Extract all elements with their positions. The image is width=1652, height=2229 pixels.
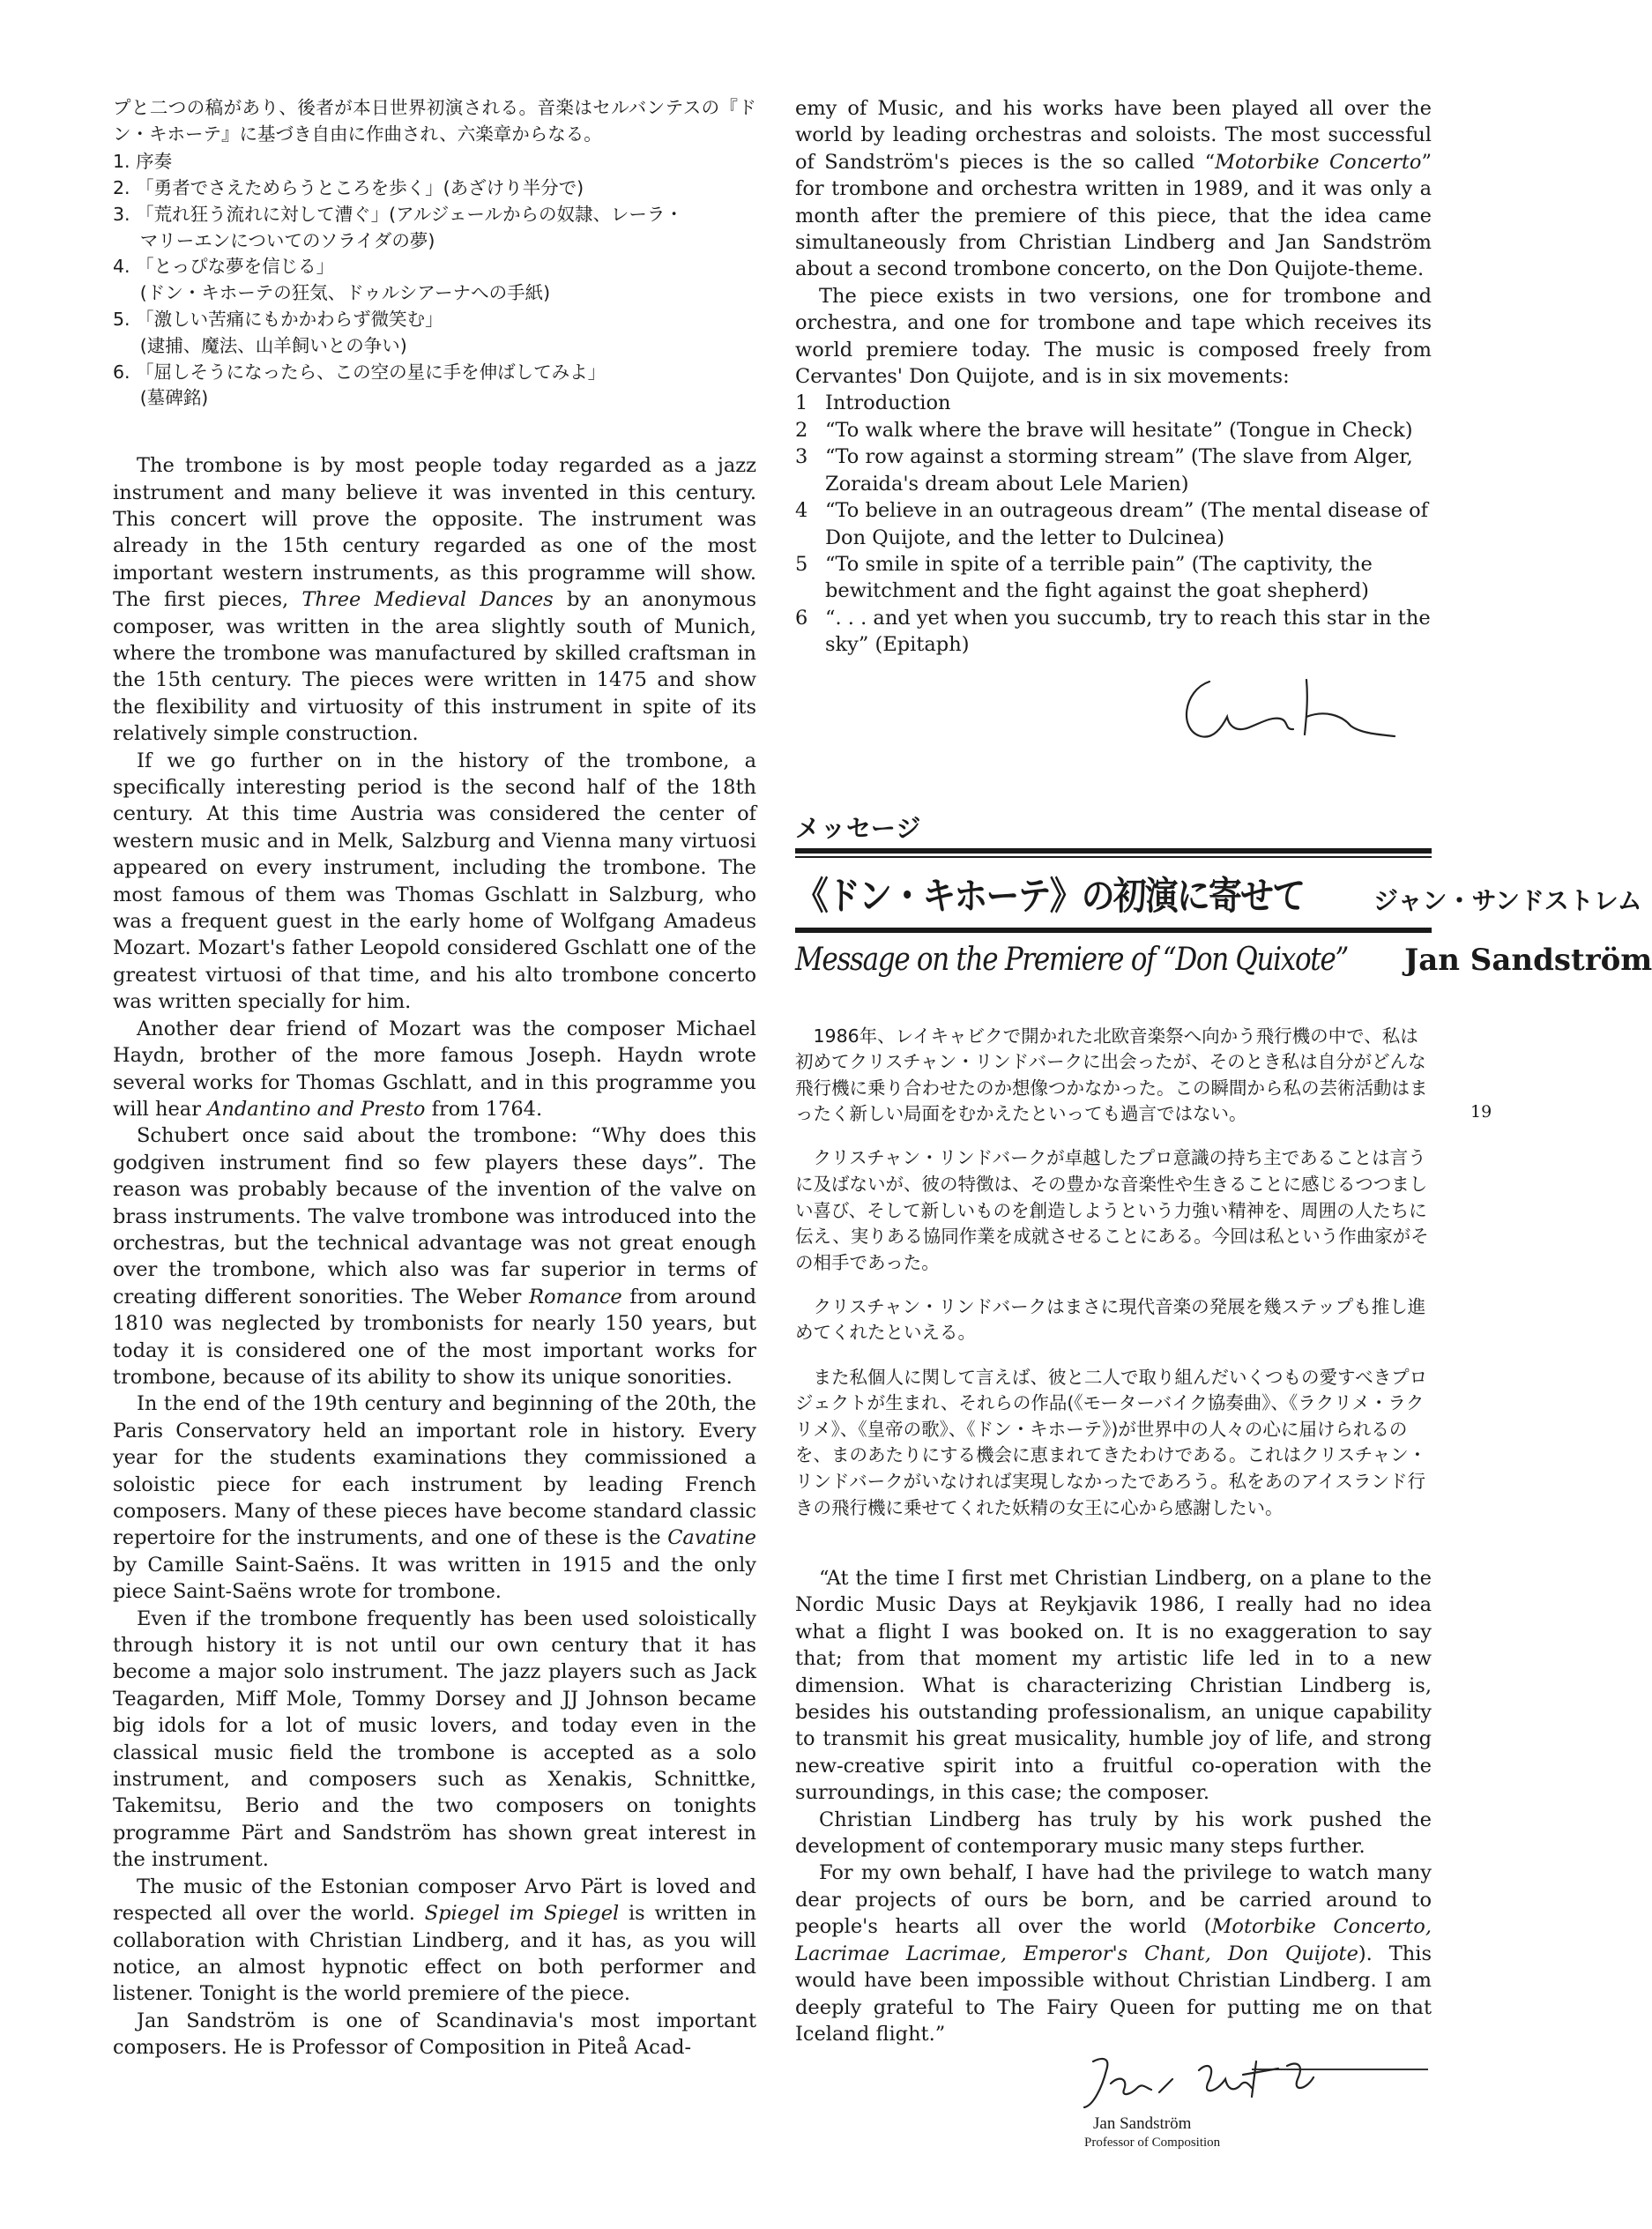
paragraph: In the end of the 19th century and beginning of the 20th, the Paris Conservatory held an important role in history. Every year for the students examinations they commissioned a soloistic piece for each instrument by leading French composers. Many of these pieces have become standard classic repertoire for the instruments, and one of these is the Cavatine by Camille Saint-Saëns. It was written in 1915 and the only piece Saint-Saëns wrote for trombone. <box>113 1392 756 1604</box>
message-en-author: Jan Sandström <box>1404 943 1652 978</box>
message-en-body <box>795 1565 1432 2047</box>
handwritten-signature <box>1075 2044 1358 2114</box>
divider <box>795 848 1432 854</box>
list-item: 1 Introduction <box>795 391 951 415</box>
list-item: 1. 序奏 <box>113 151 173 173</box>
paragraph: クリスチャン・リンドバークはまさに現代音楽の発展を幾ステップも推し進めてくれたといえる。 <box>795 1295 1426 1344</box>
left-column <box>113 95 756 2061</box>
divider <box>795 856 1432 858</box>
paragraph: The music of the Estonian composer Arvo Pärt is loved and respected all over the world. Spiegel im Spiegel is written in collaboration with Christian Lindberg, and it has, as you will notice, an almost hypnotic effect on both performer and listener. Tonight is the world premiere of the piece. <box>113 1875 756 2006</box>
paragraph: Another dear friend of Mozart was the composer Michael Haydn, brother of the more famous Joseph. Haydn wrote several works for Thomas Gschlatt, and in this programme you will hear Andantino and Presto from 1764. <box>113 1017 756 1121</box>
paragraph: Jan Sandström is one of Scandinavia's most important composers. He is Professor of Composition in Piteå Acad- <box>113 2009 756 2060</box>
jp-movement-list <box>113 149 756 412</box>
list-item: 4. 「とっぴな夢を信じる」 (ドン・キホーテの狂気、ドゥルシアーナへの手紙) <box>113 256 551 304</box>
paragraph: また私個人に関して言えば、彼と二人で取り組んだいくつもの愛すべきプロジェクトが生まれ、それらの作品(《モーターバイク協奏曲》、《ラクリメ・ラクリメ》、《皇帝の歌》、《ドン・キホーテ》)が世界中の人々の心に届けられるのを、まのあたりにする機会に恵まれてきたわけである。これはクリスチャン・リンドバークがいなければ実現しなかったであろう。私をあのアイスランド行きの飛行機に乗せてくれた妖精の女王に心から感謝したい。 <box>795 1366 1428 1518</box>
paragraph: 1986年、レイキャビクで開かれた北欧音楽祭へ向かう飛行機の中で、私は初めてクリスチャン・リンドバークに出会ったが、そのとき私は自分がどんな飛行機に乗り合わせたのか想像つかなかった。この瞬間から私の芸術活動はまったく新しい局面をむかえたといっても過言ではない。 <box>795 1025 1428 1125</box>
list-item: 5 “To smile in spite of a terrible pain” (The captivity, the bewitchment and the fight against the goat shepherd) <box>795 552 1373 603</box>
signature-role: Professor of Composition <box>1084 2136 1221 2150</box>
paragraph: The trombone is by most people today regarded as a jazz instrument and many believe it was invented in this century. This concert will prove the opposite. The instrument was already in the 15th century regarded as one of the most important western instruments, as this programme will show. The first pieces, Three Medieval Dances by an anonymous composer, was written in the area slightly south of Munich, where the trombone was manufactured by skilled craftsman in the 15th century. The pieces were written in 1475 and show the flexibility and virtuosity of this instrument in spite of its relatively simple construction. <box>113 454 756 746</box>
list-item: 2 “To walk where the brave will hesitate” (Tongue in Check) <box>795 418 1413 442</box>
message-en-title: Message on the Premiere of “Don Quixote” Jan Sandström <box>795 942 1652 978</box>
list-item: 3 “To row against a storming stream” (The slave from Alger, Zoraida's dream about Lele Marien) <box>795 445 1413 496</box>
paragraph: “At the time I first met Christian Lindberg, on a plane to the Nordic Music Days at Reykjavik 1986, I really had no idea what a flight I was booked on. It is no exaggeration to say that; from that moment my artistic life led in to a new dimension. What is characterizing Christian Lindberg is, besides his outstanding professionalism, an unique capability to transmit his great musicality, humble joy of life, and strong new-creative spirit into a fruitful co-operation with the surroundings, in this case; the composer. <box>795 1567 1432 1805</box>
paragraph: If we go further on in the history of the trombone, a specifically interesting period is the second half of the 18th century. At this time Austria was considered the center of western music and in Melk, Salzburg and Vienna many virtuosi appeared on every instrument, including the trombone. The most famous of them was Thomas Gschlatt in Salzburg, who was a frequent guest in the early home of Wolfgang Amadeus Mozart. Mozart's father Leopold considered Gschlatt one of the greatest virtuosi of that time, and his alto trombone concerto was written specially for him. <box>113 749 756 1014</box>
paragraph: The piece exists in two versions, one for trombone and orchestra, and one for trombone and tape which receives its world premiere today. The music is composed freely from Cervantes' Don Quijote, and is in six movements: <box>795 284 1432 389</box>
paragraph: For my own behalf, I have had the privilege to watch many dear projects of ours be born, and be carried around to people's hearts all over the world (Motorbike Concerto, Lacrimae Lacrimae, Emperor's Chant, Don Quijote). This would have been impossible without Christian Lindberg. I am deeply grateful to The Fairy Queen for putting me on that Iceland flight.” <box>795 1861 1432 2046</box>
right-column <box>795 95 1432 743</box>
paragraph: クリスチャン・リンドバークが卓越したプロ意識の持ち主であることは言うに及ばないが、彼の特徴は、その豊かな音楽性や生きることに感じるつつましい喜び、そして新しいものを創造しようという力強い精神を、周囲の人たちに伝え、実りある協同作業を成就させることにある。今回は私という作曲家がその相手であった。 <box>795 1147 1429 1273</box>
paragraph: Christian Lindberg has truly by his work pushed the development of contemporary music many steps further. <box>795 1808 1432 1859</box>
list-item: 6 “. . . and yet when you succumb, try to reach this star in the sky” (Epitaph) <box>795 606 1431 657</box>
message-jp-body <box>795 1005 1432 1539</box>
movement-list <box>795 390 1432 658</box>
jp-intro: プと二つの稿があり、後者が本日世界初演される。音楽はセルバンテスの『ドン・キホーテ』に基づき自由に作曲され、六楽章からなる。 <box>113 97 756 145</box>
list-item: 2. 「勇者でさえためらうところを歩く」(あざけり半分で) <box>113 176 584 198</box>
list-item: 4 “To believe in an outrageous dream” (The mental disease of Don Quijote, and the letter to Dulcinea) <box>795 499 1428 549</box>
signature-name: Jan Sandström <box>1093 2114 1192 2133</box>
paragraph: Even if the trombone frequently has been used soloistically through history it is not until our own century that it has become a major solo instrument. The jazz players such as Jack Teagarden, Miff Mole, Tommy Dorsey and JJ Johnson became big idols for a lot of music lovers, and today even in the classical music field the trombone is accepted as a solo instrument, and composers such as Xenakis, Schnittke, Takemitsu, Berio and the two composers on tonights programme Pärt and Sandström has shown great interest in the instrument. <box>113 1607 756 1872</box>
list-item: 6. 「屈しそうになったら、この空の星に手を伸ばしてみよ」 (墓碑銘) <box>113 361 606 409</box>
message-header <box>795 809 1652 978</box>
paragraph: emy of Music, and his works have been played all over the world by leading orchestras and soloists. The most successful of Sandström's pieces is the so called “Motorbike Concerto” for trombone and orchestra written in 1989, and it was only a month after the premiere of this piece, that the idea came simultaneously from Christian Lindberg and Jan Sandström about a second trombone concerto, on the Don Quijote-theme. <box>795 97 1432 281</box>
page-number: 19 <box>1470 1102 1492 1122</box>
message-kicker: メッセージ <box>795 814 922 843</box>
list-item: 3. 「荒れ狂う流れに対して漕ぐ」(アルジェールからの奴隷、レーラ・ マリーエンについてのソライダの夢) <box>113 203 683 251</box>
handwritten-signature <box>1174 664 1403 743</box>
divider <box>795 928 1432 933</box>
message-jp-title: 《ドン・キホーテ》の初演に寄せて ジャン・サンドストレム <box>795 875 1642 919</box>
list-item: 5. 「激しい苦痛にもかかわらず微笑む」 (逮捕、魔法、山羊飼いとの争い) <box>113 308 443 356</box>
paragraph: Schubert once said about the trombone: “Why does this godgiven instrument find so few players these days”. The reason was probably because of the invention of the valve on brass instruments. The valve trombone was introduced into the orchestras, but the technical advantage was not great enough over the trombone, which also was far superior in terms of creating different sonorities. The Weber Romance from around 1810 was neglected by trombonists for nearly 150 years, but today it is considered one of the most important works for trombone, because of its ability to show its unique sonorities. <box>113 1124 757 1389</box>
message-jp-author: ジャン・サンドストレム <box>1373 886 1642 915</box>
